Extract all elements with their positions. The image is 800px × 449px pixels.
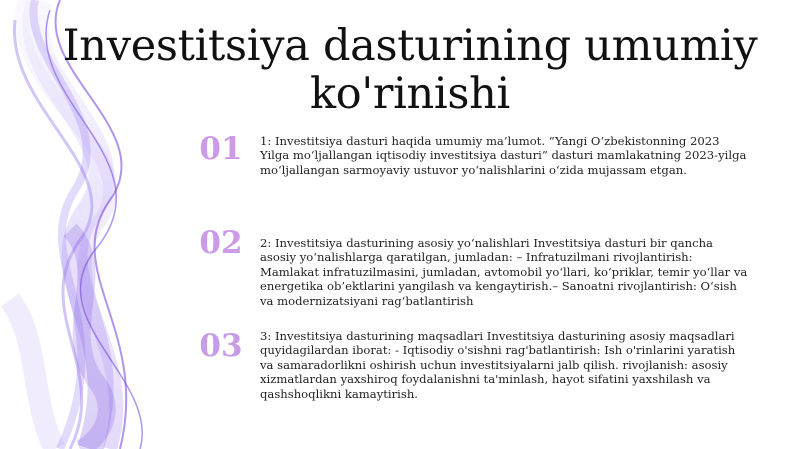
item-number: 03 xyxy=(199,328,243,364)
item-text: 2: Investitsiya dasturining asosiy yo‘nalishlari Investitsiya dasturi bir qancha asosiy yo‘nalishlarga qaratilgan, jumladan: – Infratuzilmani rivojlantirish: Mamlakat infratuzilmasini, jumladan, avtomobil yo‘llari, ko‘priklar, temir yo‘llar va energetika ob’ektlarini yangilash va kengaytirish.– Sanoatni rivojlantirish: O‘sish va modernizatsiyani rag‘batlantirish xyxy=(260,236,748,308)
item-text: 1: Investitsiya dasturi haqida umumiy ma’lumot. “Yangi O‘zbekistonning 2023 Yilga mo‘ljallangan iqtisodiy investitsiya dasturi” dasturi mamlakatning 2023-yilga mo‘ljallangan sarmoyaviy ustuvor yo‘nalishlarini o‘zida mujassam etgan. xyxy=(260,134,747,177)
item-number: 01 xyxy=(199,131,243,167)
item-number: 02 xyxy=(199,225,243,261)
slide-title: Investitsiya dasturining umumiy ko'rinishi xyxy=(62,21,758,119)
item-text: 3: Investitsiya dasturining maqsadlari Investitsiya dasturining asosiy maqsadlari quyidagilardan iborat: - Iqtisodiy o'sishni rag'batlantirish: Ish o'rinlarini yaratish va samaradorlikni oshirish uchun investitsiyalarni jalb qilish. rivojlanish: asosiy xizmatlardan yaxshiroq foydalanishni ta'minlash, hayot sifatini yaxshilash va qashshoqlikni kamaytirish. xyxy=(260,329,736,401)
